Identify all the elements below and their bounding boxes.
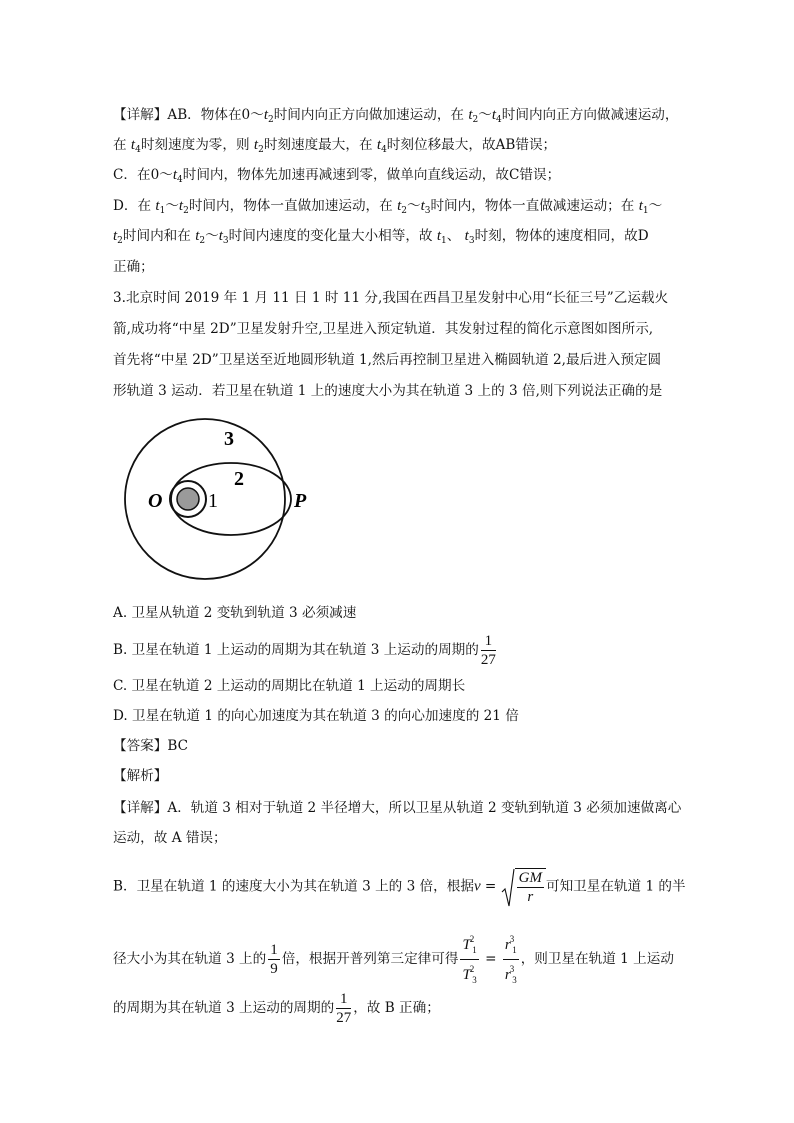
label-orbit-2: 2 bbox=[234, 468, 244, 490]
question-line-1: 3.北京时间 2019 年 1 月 11 日 1 时 11 分,我国在西昌卫星发射中心用“长征三号”乙运载火 bbox=[113, 290, 669, 306]
kepler-t-ratio: $\frac{T^2_1}{T^2_3}$ bbox=[460, 930, 478, 989]
option-d: D. 卫星在轨道 1 的向心加速度为其在轨道 3 的向心加速度的 21 倍 bbox=[113, 708, 519, 724]
detail-ab-line-2: 在 $t_4$时刻速度为零，则 $t_2$时刻速度最大，在 $t_4$时刻位移最大，故AB错误； bbox=[113, 137, 557, 155]
analysis-heading: 【解析】 bbox=[113, 768, 168, 784]
question-line-4: 形轨道 3 运动．若卫星在轨道 1 上的速度大小为其在轨道 3 上的 3 倍,则下列说法正确的是 bbox=[113, 383, 663, 399]
detail-ab-line-1: 【详解】AB．物体在$0\sim t_2$时间内向正方向做加速运动，在 $t_2\sim t_4$时间内向正方向做减速运动， bbox=[113, 107, 679, 125]
option-b: B. 卫星在轨道 1 上运动的周期为其在轨道 3 上运动的周期的 $\frac{1}{27}$ bbox=[113, 633, 496, 668]
option-a: A. 卫星从轨道 2 变轨到轨道 3 必须减速 bbox=[113, 605, 357, 621]
kepler-r-ratio: $\frac{r^3_1}{r^3_3}$ bbox=[503, 930, 519, 989]
orbit-diagram bbox=[118, 413, 328, 583]
detail-c-line: C．在$0\sim t_4$时间内，物体先加速再减速到零，做单向直线运动，故C错误； bbox=[113, 167, 561, 185]
detail-b-line-1: B．卫星在轨道 1 的速度大小为其在轨道 3 上的 3 倍，根据v = $\frac{GM}{r}$ 可知卫星在轨道 1 的半 bbox=[113, 870, 686, 905]
detail-d-line-1: D．在 $t_1\sim t_2$时间内，物体一直做加速运动，在 $t_2\sim t_3$时间内，物体一直做减速运动；在 $t_1\sim$ bbox=[113, 198, 663, 216]
detail-a-line-2: 运动，故 A 错误； bbox=[113, 830, 227, 846]
option-b-fraction: $\frac{1}{27}$ bbox=[480, 633, 496, 668]
question-line-2: 箭,成功将“中星 2D”卫星发射升空,卫星进入预定轨道．其发射过程的简化示意图如图所示, bbox=[113, 321, 654, 337]
label-orbit-1: 1 bbox=[208, 490, 218, 512]
label-orbit-3: 3 bbox=[224, 428, 234, 450]
detail-b-line-2: 径大小为其在轨道 3 上的 $\frac{1}{9}$ 倍，根据开普列第三定律可得 $\frac{T^2_1}{T^2_3}$ = $\frac{r^3_1}{r^3_3}$ ，则卫星在轨道 1 上运动 bbox=[113, 930, 674, 989]
label-o: O bbox=[148, 490, 163, 512]
answer: 【答案】BC bbox=[113, 738, 189, 754]
detail-d-line-2: $t_2$时间内和在 $t_2\sim t_3$时间内速度的变化量大小相等，故 $t_1$、 $t_3$时刻，物体的速度相同，故D bbox=[113, 228, 649, 246]
question-line-3: 首先将“中星 2D”卫星送至近地圆形轨道 1,然后再控制卫星进入椭圆轨道 2,最后进入预定圆 bbox=[113, 352, 662, 368]
detail-b-line-3: 的周期为其在轨道 3 上运动的周期的 $\frac{1}{27}$ ，故 B 正确； bbox=[113, 991, 440, 1026]
one-twentyseventh-fraction: $\frac{1}{27}$ bbox=[336, 991, 352, 1026]
detail-d-line-3: 正确； bbox=[113, 259, 154, 275]
option-c: C. 卫星在轨道 2 上运动的周期比在轨道 1 上运动的周期长 bbox=[113, 678, 466, 694]
sqrt-gm-over-r: $\frac{GM}{r}$ bbox=[501, 868, 546, 906]
one-ninth-fraction: $\frac{1}{9}$ bbox=[270, 942, 278, 977]
earth bbox=[177, 488, 199, 510]
detail-a-line-1: 【详解】A．轨道 3 相对于轨道 2 半径增大，所以卫星从轨道 2 变轨到轨道 3 必须加速做离心 bbox=[113, 800, 682, 816]
label-p: P bbox=[294, 490, 307, 512]
